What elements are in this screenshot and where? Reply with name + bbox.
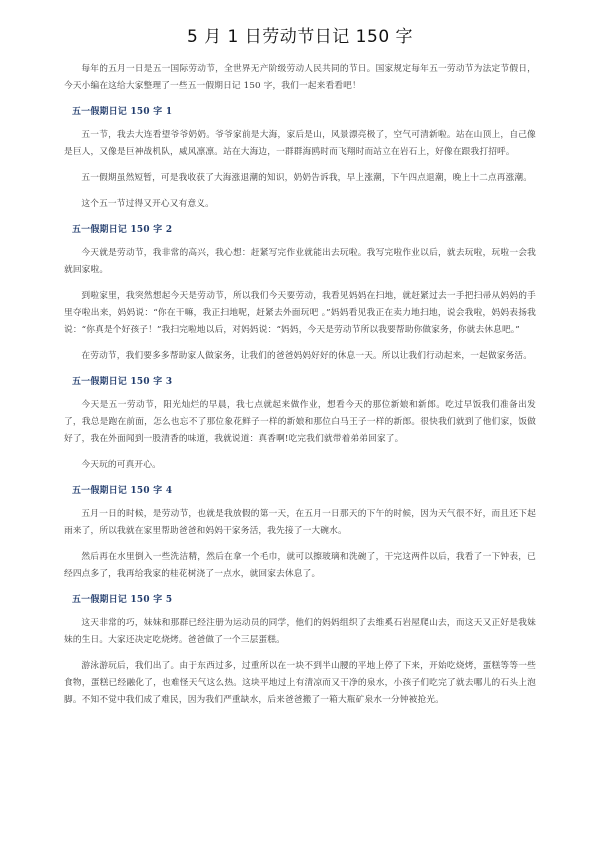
- entry-paragraph: 五月一日的时候，是劳动节，也就是我放假的第一天，在五月一日那天的下午的时候，因为天气很不好，而且还下起雨来了，所以我就在家里帮助爸爸和妈妈干家务活，我先接了一大碗水。: [64, 509, 536, 536]
- entry-paragraph: 今天玩的可真开心。: [81, 460, 161, 470]
- entry-paragraph: 然后再在水里倒入一些洗洁精，然后在拿一个毛巾，就可以擦玻璃和洗碗了，干完这两件以后，我看了一下钟表，已经四点多了，我再给我家的桂花树浇了一点水，就回家去休息了。: [64, 552, 536, 579]
- entry-paragraph: 五一节，我去大连看望爷爷奶奶。爷爷家前是大海，家后是山，风景漂亮极了，空气可清新啦。站在山顶上，自己像是巨人，又像是巨神战机队，威风凛凛。站在大海边，一群群海鸥时而飞翔时而站立在岩石上，好像在跟我打招呼。: [64, 130, 536, 157]
- entry-paragraph: 游泳游玩后，我们出了。由于东西过多，过重所以在一块不到半山腰的平地上停了下来，开始吃烧烤，蛋糕等等一些食物，蛋糕已经融化了，也难怪天气这么热。这块平地过上有清凉而又干净的泉水，小孩子们吃完了就去哪儿的石头上泡脚。不知不觉中我们成了难民，因为我们严重缺水，后来爸爸搬了一箱大瓶矿泉水一分钟被抢光。: [64, 661, 536, 705]
- entry-paragraph: 今天就是劳动节，我非常的高兴，我心想：赶紧写完作业就能出去玩啦。我写完啦作业以后，就去玩啦，玩啦一会我就回家啦。: [64, 248, 536, 275]
- entry-paragraph: 这个五一节过得又开心又有意义。: [81, 199, 214, 209]
- entry-paragraph: 今天是五一劳动节，阳光灿烂的早晨，我七点就起来做作业，想看今天的那位新娘和新郎。吃过早饭我们准备出发了，我总是跑在前面，怎么也忘不了那位象花鲜子一样的新娘和那位白马王子一样的新郎。很快我们就到了他们家，饭做好了，我在外面闻到一股清香的味道，我就说道：真香啊!吃完我们就带着弟弟回家了。: [64, 400, 536, 444]
- page-title: 5 月 1 日劳动节日记 150 字: [186, 27, 414, 47]
- entry-paragraph: 到啦家里，我突然想起今天是劳动节，所以我们今天要劳动，我看见妈妈在扫地，就赶紧过去一手把扫帚从妈妈的手里夺啦出来，妈妈说：“你在干嘛，我正扫地呢，赶紧去外面玩吧 。”妈妈看见我正在卖力地扫地，说会我啦，妈妈表扬我说：“你真是个好孩子！”我扫完啦地以后，对妈妈说：“妈妈，今天是劳动节所以我要帮助你做家务，你就去休息吧。”: [64, 291, 536, 335]
- entry-heading: 五一假期日记 150 字 3: [72, 377, 173, 387]
- entry-heading: 五一假期日记 150 字 2: [72, 225, 173, 235]
- intro-paragraph: 每年的五月一日是五一国际劳动节，全世界无产阶级劳动人民共同的节日。国家规定每年五一劳动节为法定节假日，今天小编在这给大家整理了一些五一假期日记 150 字，我们一起来看看吧！: [64, 64, 536, 91]
- entry-heading: 五一假期日记 150 字 5: [72, 595, 173, 605]
- entry-heading: 五一假期日记 150 字 1: [72, 107, 173, 117]
- entry-heading: 五一假期日记 150 字 4: [72, 486, 173, 496]
- entry-paragraph: 五一假期虽然短暂，可是我收获了大海涨退潮的知识，奶奶告诉我，早上涨潮，下午四点退潮，晚上十二点再涨潮。: [81, 173, 533, 183]
- entry-paragraph: 在劳动节，我们要多多帮助家人做家务，让我们的爸爸妈妈好好的休息一天。所以让我们行动起来，一起做家务活。: [81, 351, 533, 361]
- entry-paragraph: 这天非常的巧，妹妹和那群已经注册为运动员的同学，他们的妈妈组织了去维奚石岩屋爬山去，而这天又正好是我妹妹的生日。大家还决定吃烧烤。爸爸做了一个三层蛋糕。: [64, 618, 536, 645]
